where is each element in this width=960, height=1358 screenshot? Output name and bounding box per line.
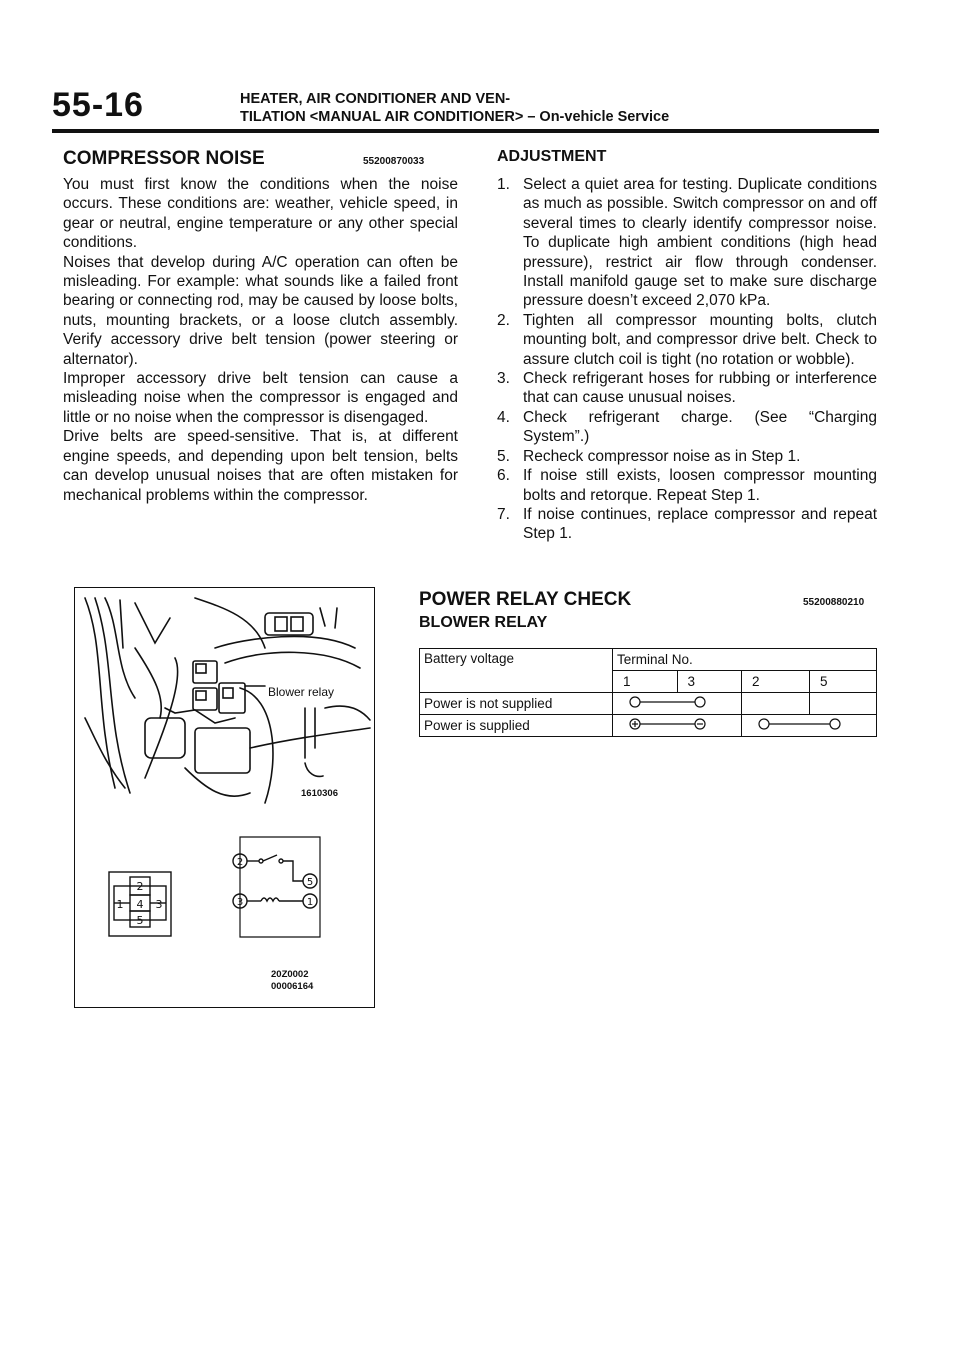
blower-relay-callout: Blower relay [268, 685, 335, 699]
step-text: Select a quiet area for testing. Duplicate conditions as much as possible. Switch compressor on and off several times to clearly identify compressor noise. To duplicate high ambient conditions (high head pressure), restrict air flow through condenser. Install manifold gauge set to make sure discharge pressure doesn’t exceed 2,070 kPa. [523, 176, 877, 310]
connector-face-diagram [107, 870, 173, 940]
blower-relay-table [419, 648, 877, 737]
adjustment-step [497, 447, 877, 466]
connector-pin-5: 5 [136, 914, 144, 927]
connector-pin-2: 2 [136, 880, 144, 893]
step-number: 5. [497, 447, 510, 465]
figure-code-line1: 20Z0002 [271, 969, 309, 980]
figure-code-line2: 00006164 [271, 981, 314, 992]
engine-bay-illustration [75, 588, 373, 818]
continuity-symbol [750, 717, 868, 731]
terminal-5: 5 [810, 671, 877, 693]
table-row [420, 715, 877, 737]
page-number: 55-16 [52, 86, 144, 124]
plus-minus-symbol [621, 717, 733, 731]
terminal-3: 3 [677, 671, 742, 693]
step-text: Check refrigerant hoses for rubbing or interference that can cause unusual noises. [523, 370, 877, 407]
adjustment-step [497, 175, 877, 311]
adjustment-step [497, 505, 877, 544]
table-header-battery-voltage: Battery voltage [420, 649, 613, 693]
step-number: 7. [497, 505, 510, 523]
row-label: Power is not supplied [420, 693, 613, 715]
continuity-1-3 [613, 715, 742, 737]
continuity-5 [810, 693, 877, 715]
step-number: 2. [497, 311, 510, 329]
compressor-noise-ref-code: 55200870033 [363, 156, 425, 167]
compressor-noise-title: COMPRESSOR NOISE [63, 148, 265, 169]
continuity-symbol [621, 695, 733, 709]
step-number: 3. [497, 370, 510, 388]
compressor-noise-body [63, 175, 458, 505]
compressor-noise-paragraph: You must first know the conditions when the noise occurs. These conditions are: weather, vehicle speed, in gear or neutral, engine temperature or any other special conditions. [63, 176, 458, 252]
header-rule [52, 129, 879, 133]
circuit-pin-2: 2 [236, 857, 244, 868]
blower-relay-subtitle: BLOWER RELAY [419, 614, 548, 631]
blower-relay-figure [74, 587, 375, 1008]
step-text: Check refrigerant charge. (See “Charging System”.) [523, 408, 877, 446]
power-relay-check-title: POWER RELAY CHECK [419, 589, 632, 610]
circuit-pin-3: 3 [236, 897, 244, 908]
relay-circuit-diagram [225, 833, 325, 943]
circuit-pin-5: 5 [306, 877, 314, 888]
step-number: 1. [497, 176, 510, 193]
connector-pin-4: 4 [136, 898, 144, 911]
continuity-2 [742, 693, 810, 715]
step-text: If noise continues, replace compressor and repeat Step 1. [523, 505, 877, 543]
step-text: If noise still exists, loosen compressor mounting bolts and retorque. Repeat Step 1. [523, 467, 877, 504]
adjustment-step [497, 408, 877, 447]
terminal-2: 2 [742, 671, 810, 693]
row-label: Power is supplied [420, 715, 613, 737]
compressor-noise-paragraph: Drive belts are speed-sensitive. That is, at different engine speeds, and depending upon belt tension, belts can develop unusual noises that are often mistaken for mechanical problems within the compressor. [63, 428, 458, 504]
continuity-1-3 [613, 693, 742, 715]
step-number: 6. [497, 467, 510, 485]
compressor-noise-paragraph: Improper accessory drive belt tension can cause a misleading noise when the compressor is engaged and little or no noise when the compressor is disengaged. [63, 370, 458, 426]
adjustment-step [497, 466, 877, 505]
table-row [420, 649, 877, 671]
table-header-terminal-no: Terminal No. [613, 649, 877, 671]
adjustment-steps [497, 175, 877, 544]
photo-code: 1610306 [301, 788, 338, 799]
header-title-line1: HEATER, AIR CONDITIONER AND VEN- [240, 91, 511, 107]
power-relay-check-ref-code: 55200880210 [803, 597, 865, 608]
header-title [240, 90, 669, 126]
connector-pin-1: 1 [116, 898, 124, 911]
circuit-pin-1: 1 [306, 897, 314, 908]
continuity-2-5 [742, 715, 877, 737]
figure-codes [271, 969, 313, 993]
table-row [420, 693, 877, 715]
adjustment-title: ADJUSTMENT [497, 148, 607, 165]
connector-pin-3: 3 [155, 898, 163, 911]
step-text: Recheck compressor noise as in Step 1. [523, 447, 801, 465]
step-number: 4. [497, 408, 510, 426]
compressor-noise-paragraph: Noises that develop during A/C operation can often be misleading. For example: what sounds like a failed front bearing or connecting rod, may be caused by loose bolts, nuts, mounting brackets, or a loose clutch assembly. Verify accessory drive belt tension (power steering or alternator). [63, 253, 458, 368]
adjustment-step [497, 311, 877, 369]
adjustment-step [497, 369, 877, 408]
header-title-line2: TILATION <MANUAL AIR CONDITIONER> – On-vehicle Service [240, 109, 670, 125]
step-text: Tighten all compressor mounting bolts, clutch mounting bolt, and compressor drive belt. Check to assure clutch coil is tight (no rotation or wobble). [523, 311, 877, 368]
terminal-1: 1 [613, 671, 678, 693]
